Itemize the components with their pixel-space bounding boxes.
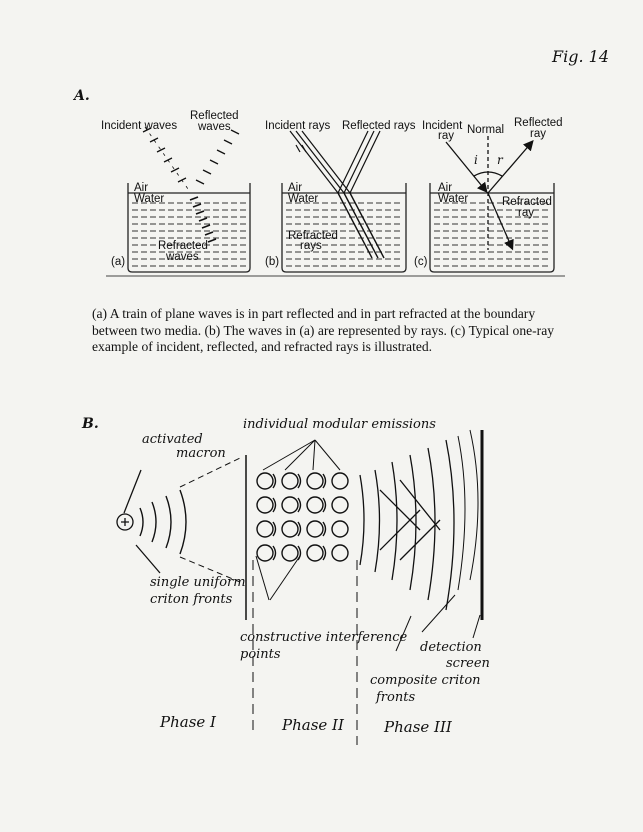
composite-fronts-label-1: composite criton	[370, 673, 481, 688]
single-fronts-label-1: single uniform	[150, 575, 246, 590]
phase3-fronts	[360, 440, 454, 610]
modular-emitters	[257, 473, 348, 561]
interference-crossing-fronts	[458, 430, 478, 590]
panel-a-tag: (a)	[111, 256, 126, 268]
panel-a-refracted-label-1: Refracted	[158, 240, 208, 252]
panel-c-water-label: Water	[438, 193, 469, 205]
macron-source	[117, 470, 160, 573]
composite-fronts-label-2: fronts	[376, 690, 416, 705]
panel-c-reflected-label-2: ray	[530, 128, 546, 140]
section-a-marker: A.	[74, 88, 90, 104]
section-b-marker: B.	[82, 416, 99, 432]
panel-c-air-label: Air	[438, 182, 453, 194]
panel-c-incident-label-1: Incident	[422, 120, 463, 132]
panel-a-incident-label: Incident waves	[101, 120, 178, 132]
panel-b-incident-label: Incident rays	[265, 120, 331, 132]
phase-2-label: Phase II	[282, 716, 344, 734]
single-front-pointer	[136, 545, 160, 573]
activated-pointer	[124, 470, 141, 513]
panel-a-reflected-wavefronts	[196, 130, 239, 184]
emissions-label: individual modular emissions	[243, 417, 436, 432]
figure-label: Fig. 14	[552, 47, 609, 66]
panel-b-reflected-rays	[338, 131, 380, 193]
panel-b-refracted-label-1: Refracted	[288, 230, 338, 242]
panel-c-tag: (c)	[414, 256, 428, 268]
phase1-fronts	[140, 490, 186, 554]
panel-b-air-label: Air	[288, 182, 303, 194]
panel-c-angle-r: r	[497, 153, 503, 167]
panel-a-reflected-label-2: waves	[198, 121, 231, 133]
panel-a-air-label: Air	[134, 182, 149, 194]
single-fronts-label-2: criton fronts	[150, 592, 233, 607]
panel-a-incident-wavefronts	[143, 127, 188, 189]
panel-a-water-label: Water	[134, 193, 165, 205]
detection-screen-label-2: screen	[446, 656, 490, 671]
constructive-label-1: constructive interference	[240, 630, 408, 645]
panel-c-normal-label: Normal	[467, 124, 505, 136]
constructive-label-2: points	[240, 647, 281, 662]
panel-b-reflected-label: Reflected rays	[342, 120, 416, 132]
phase-1-label: Phase I	[160, 713, 216, 731]
panel-b-refracted-label-2: rays	[300, 240, 322, 252]
panel-b-tag: (b)	[265, 256, 280, 268]
panel-c-angle-i: i	[474, 153, 478, 167]
activated-label-1: activated	[142, 432, 203, 447]
panel-c-incident-label-2: ray	[438, 130, 454, 142]
phase1-cone	[180, 458, 240, 582]
panel-b-water-label: Water	[288, 193, 319, 205]
detection-screen-label-1: detection	[420, 640, 482, 655]
figure-caption: (a) A train of plane waves is in part reflected and in part refracted at the boundary between two media. (b) The waves in (a) are represented by rays. (c) Typical one-ray example of incident, reflected, and refracted rays is illustrated.	[92, 306, 555, 354]
panel-c-reflected-label-1: Reflected	[514, 117, 563, 129]
phase-3-label: Phase III	[384, 718, 452, 736]
emission-pointers	[263, 440, 340, 470]
panel-c-refracted-label-2: ray	[518, 207, 534, 219]
reflected-ray	[488, 142, 532, 193]
panel-c-refracted-label-1: Refracted	[502, 196, 552, 208]
panel-a-refracted-label-2: waves	[166, 251, 199, 263]
panel-a-reflected-label-1: Reflected	[190, 110, 239, 122]
panel-a-refracted-wavefronts	[190, 197, 216, 242]
activated-label-2: macron	[176, 446, 226, 461]
